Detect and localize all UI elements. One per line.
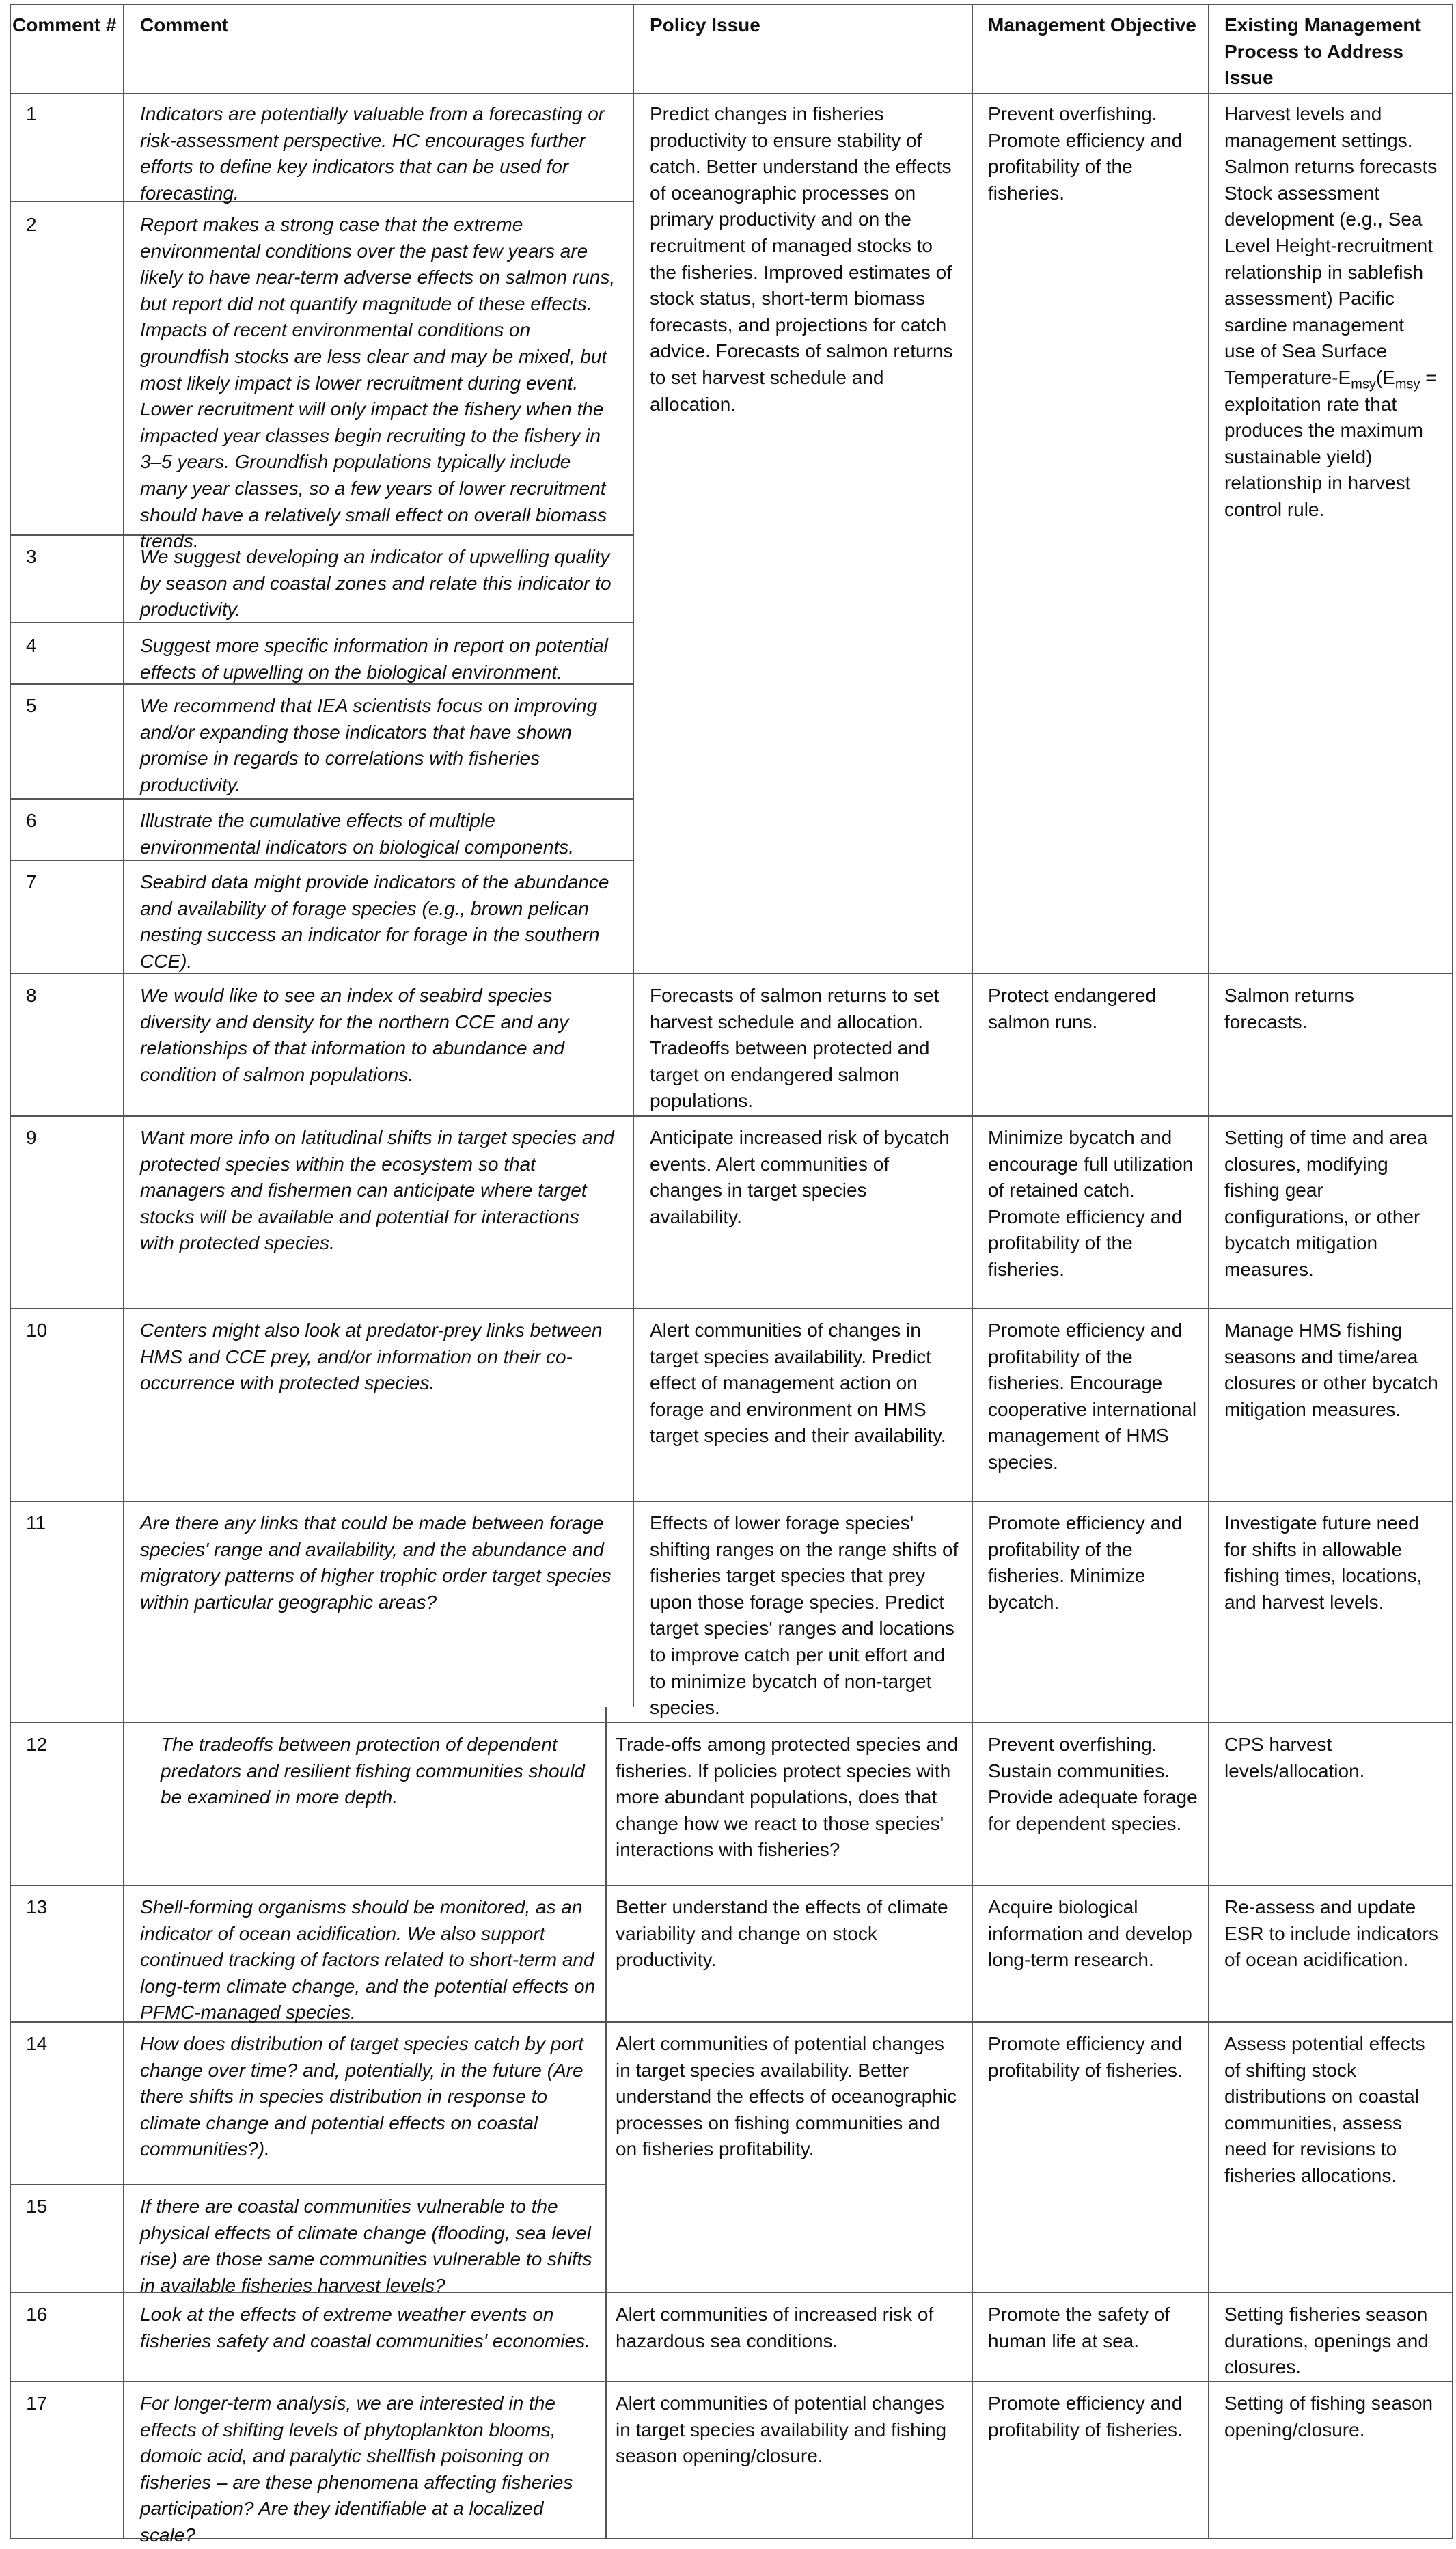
existing-process-text-part: Harvest levels and management settings. Salmon returns forecasts Stock assessment development (e.g., Sea Level Height-recruitment relationship in sablefish assessment) Pacific sardine management use of Sea Surface Temperature-E [1224,103,1438,388]
existing-process-text: Investigate future need for shifts in allowable fishing times, locations, and harvest levels. [1224,1512,1423,1613]
row-divider [10,1308,1453,1309]
existing-process-text: Setting fisheries season durations, openings and closures. [1224,2304,1429,2378]
comment-text: Illustrate the cumulative effects of multiple environmental indicators on biological components. [140,810,575,858]
comment-number: 8 [26,985,37,1006]
row-divider [10,2184,607,2185]
comment-text: How does distribution of target species catch by port change over time? and, potentially, in the future (Are there shifts in species distribution in response to climate change and potential effects on coastal communities?). [140,2033,584,2160]
existing-process-text: Setting of time and area closures, modifying fishing gear configurations, or other bycatch mitigation measures. [1224,1127,1428,1280]
existing-process-text-part: = exploitation rate that produces the maximum sustainable yield) relationship in harvest control rule. [1224,366,1437,520]
comment-number: 2 [26,214,37,235]
policy-issue-text: Predict changes in fisheries productivity to ensure stability of catch. Better understand the effects of oceanographic processes on primary productivity and on the recruitment of managed stocks to the fisheries. Improved estimates of stock status, short-term biomass forecasts, and projections for catch advice. Forecasts of salmon returns to set harvest schedule and allocation. [650,103,953,415]
row-divider [10,1722,1453,1723]
comment-text: We suggest developing an indicator of upwelling quality by season and coastal zones and relate this indicator to productivity. [140,546,612,621]
comment-text: Report makes a strong case that the extreme environmental conditions over the past few years are likely to have near-term adverse effects on salmon runs, but report did not quantify magnitude of these effects. Impacts of recent environmental conditions on groundfish stocks are less clear and may be mixed, but most likely impact is lower recruitment during event. Lower recruitment will only impact the fishery when the impacted year classes begin recruiting to the fishery in 3–5 years. Groundfish populations typically include many year classes, so a few years of lower recruitment should have a relatively small effect on overall biomass trends. [140,214,616,552]
management-objective-text: Promote the safety of human life at sea. [988,2304,1170,2352]
management-objective-text: Prevent overfishing. Promote efficiency and profitability of the fisheries. [988,103,1183,204]
policy-issue-text: Anticipate increased risk of bycatch events. Alert communities of changes in target species availability. [650,1127,950,1227]
policy-issue-text: Alert communities of potential changes in target species availability. Better understand the effects of oceanographic processes on fishing communities and on fisheries profitability. [616,2033,957,2160]
management-objective-text: Promote efficiency and profitability of fisheries. [988,2033,1183,2081]
header-comment-number: Comment # [12,14,117,36]
comment-text: Shell-forming organisms should be monitored, as an indicator of ocean acidification. We also support continued tracking of factors related to short-term and long-term climate change, and the potential effects on PFMC-managed species. [140,1896,596,2023]
comment-text: Look at the effects of extreme weather events on fisheries safety and coastal communities' economies. [140,2304,590,2352]
management-objective-text: Prevent overfishing. Sustain communities. Provide adequate forage for dependent species. [988,1734,1198,1834]
comment-text: We would like to see an index of seabird species diversity and density for the northern CCE and any relationships of that information to abundance and condition of salmon populations. [140,985,569,1085]
existing-process-text: Assess potential effects of shifting stock distributions on coastal communities, assess need for revisions to fisheries allocations. [1224,2033,1425,2186]
header-divider [10,93,1453,94]
comment-number: 7 [26,871,37,892]
comment-number: 11 [26,1512,46,1534]
existing-process-text-part: (E [1375,366,1395,388]
msy-subscript: msy [1351,377,1376,392]
management-objective-text: Protect endangered salmon runs. [988,985,1156,1033]
comment-text: Want more info on latitudinal shifts in target species and protected species within the ecosystem so that managers and fishermen can anticipate where target stocks will be available and potential for interactions with protected species. [140,1127,614,1254]
column-divider [605,1707,607,2539]
policy-issue-text: Alert communities of changes in target species availability. Predict effect of management action on forage and environment on HMS target species and their availability. [650,1320,946,1447]
existing-process-text: Setting of fishing season opening/closure. [1224,2393,1433,2440]
management-objective-text: Acquire biological information and develop long-term research. [988,1896,1192,1971]
existing-process-text: CPS harvest levels/allocation. [1224,1734,1365,1782]
row-divider [10,2381,1453,2382]
comment-text: Seabird data might provide indicators of the abundance and availability of forage species (e.g., brown pelican nesting success an indicator for forage in the southern CCE). [140,871,609,972]
comment-number: 5 [26,695,37,716]
existing-process-text: Salmon returns forecasts. [1224,985,1354,1033]
management-objective-text: Minimize bycatch and encourage full utilization of retained catch. Promote efficiency and profitability of the fisheries. [988,1127,1194,1280]
table-border-left [10,4,11,2539]
management-objective-text: Promote efficiency and profitability of fisheries. [988,2393,1183,2440]
comment-number: 3 [26,546,37,567]
comment-text: Are there any links that could be made between forage species' range and availability, and the abundance and migratory patterns of higher trophic order target species within particular geographic areas? [140,1512,612,1613]
table-border-top [10,4,1453,5]
comment-text: The tradeoffs between protection of dependent predators and resilient fishing communities should be examined in more depth. [161,1734,585,1808]
policy-issue-text: Alert communities of potential changes in target species availability and fishing season opening/closure. [616,2393,947,2467]
policy-issue-text: Better understand the effects of climate variability and change on stock productivity. [616,1896,948,1971]
comment-text: Centers might also look at predator-prey links between HMS and CCE prey, and/or information on their co-occurrence with protected species. [140,1320,603,1394]
table-border-right [1452,4,1453,2539]
header-management-objective: Management Objective [988,14,1196,36]
comment-number: 16 [26,2304,48,2325]
comment-number: 14 [26,2033,48,2054]
existing-process-text: Re-assess and update ESR to include indicators of ocean acidification. [1224,1896,1438,1971]
comment-number: 6 [26,810,37,831]
existing-process-text [1224,101,1440,523]
row-divider [10,1115,1453,1117]
comment-number: 15 [26,2196,48,2217]
comment-number: 10 [26,1320,48,1341]
policy-issue-text: Alert communities of increased risk of hazardous sea conditions. [616,2304,934,2352]
comment-text: Suggest more specific information in report on potential effects of upwelling on the biological environment. [140,635,608,683]
column-divider [972,4,973,2539]
comment-number: 12 [26,1734,48,1755]
header-policy-issue: Policy Issue [650,14,760,36]
column-divider [633,4,634,1707]
existing-process-text: Manage HMS fishing seasons and time/area closures or other bycatch mitigation measures. [1224,1320,1438,1420]
column-divider [123,4,124,2539]
comment-text: For longer-term analysis, we are interested in the effects of shifting levels of phytoplankton blooms, domoic acid, and paralytic shellfish poisoning on fisheries – are these phenomena affecting fisheries participation? Are they identifiable at a localized scale? [140,2393,573,2546]
policy-issue-text: Forecasts of salmon returns to set harvest schedule and allocation. Tradeoffs between protected and target on endangered salmon populations. [650,985,939,1112]
comment-text: If there are coastal communities vulnerable to the physical effects of climate change (flooding, sea level rise) are those same communities vulnerable to shifts in available fisheries harvest levels? [140,2196,592,2296]
comment-table [10,4,1453,2546]
comment-number: 4 [26,635,37,656]
row-divider [10,1501,1453,1502]
management-objective-text: Promote efficiency and profitability of the fisheries. Encourage cooperative international management of HMS species. [988,1320,1197,1473]
row-divider [10,1885,1453,1886]
policy-issue-text: Effects of lower forage species' shifting ranges on the range shifts of fisheries target species that prey upon those forage species. Predict target species' ranges and locations to improve catch per unit effort and to minimize bycatch of non-target species. [650,1512,959,1719]
comment-text: Indicators are potentially valuable from a forecasting or risk-assessment perspective. HC encourages further efforts to define key indicators that can be used for forecasting. [140,103,605,204]
header-existing-process: Existing Management Process to Address Issue [1224,14,1421,89]
policy-issue-text: Trade-offs among protected species and fisheries. If policies protect species with more abundant populations, does that change how we react to those species' interactions with fisheries? [616,1734,959,1861]
comment-number: 13 [26,1896,48,1918]
column-divider [1208,4,1209,2539]
comment-number: 17 [26,2393,48,2414]
msy-subscript: msy [1395,377,1420,392]
comment-text: We recommend that IEA scientists focus on improving and/or expanding those indicators that have shown promise in regards to correlations with fisheries productivity. [140,695,598,795]
management-objective-text: Promote efficiency and profitability of the fisheries. Minimize bycatch. [988,1512,1183,1613]
comment-number: 1 [26,103,37,124]
header-comment: Comment [140,14,229,36]
comment-number: 9 [26,1127,37,1148]
